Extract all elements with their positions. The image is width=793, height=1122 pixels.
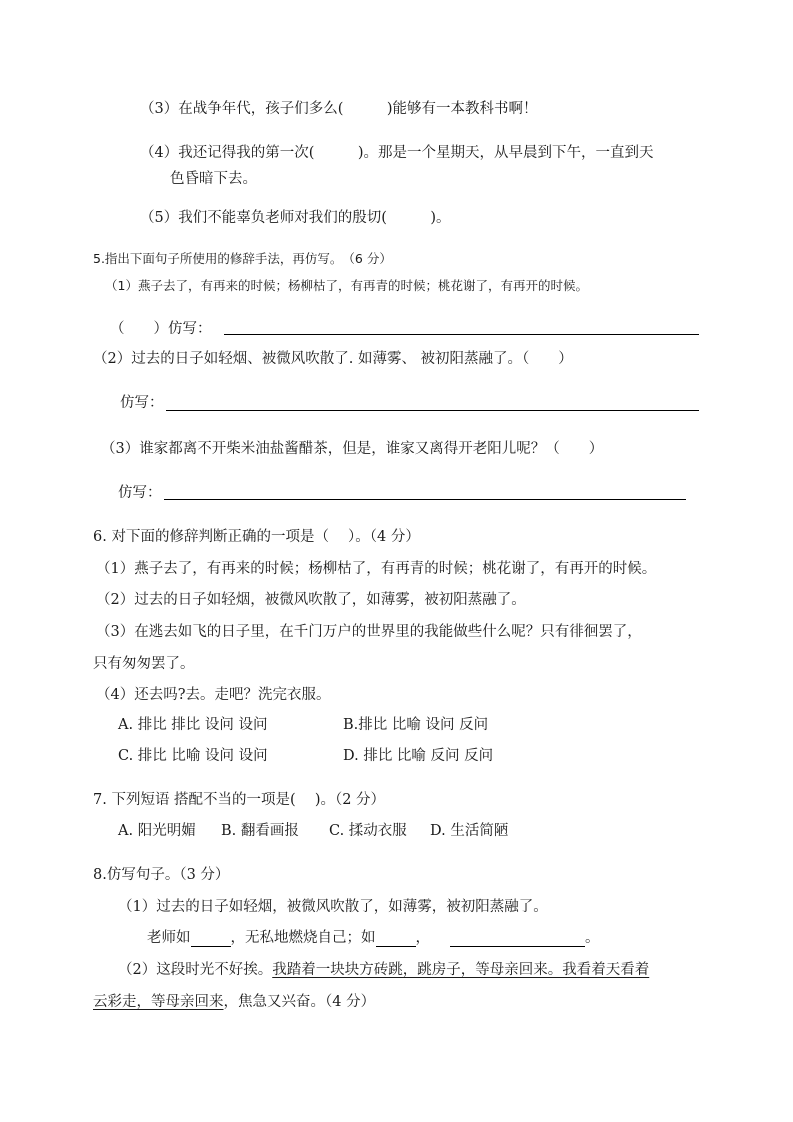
q7-title: 7. 下列短语 搭配不当的一项是( )。（2 分）: [93, 792, 386, 808]
q8-fill-text-b: ，无私地燃烧自己；如: [230, 930, 376, 946]
q6-sentence-4: （4）还去吗?去。走吧？洗完衣服。: [96, 687, 331, 703]
q5-answer-label-1: （ ）仿写：: [110, 321, 212, 337]
q8-s2-prefix: （2）这段时光不好挨。: [118, 962, 273, 978]
q5-answer-label-2: 仿写：: [120, 395, 164, 411]
q5-sentence-2: （2）过去的日子如轻烟、被微风吹散了. 如薄雾、 被初阳蒸融了。（ ）: [93, 351, 573, 367]
q7-option-c[interactable]: C. 揉动衣服: [329, 823, 407, 839]
q6-option-c[interactable]: C. 排比 比喻 设问 设问: [118, 748, 268, 764]
q6-title: 6. 对下面的修辞判断正确的一项是（ ）。（4 分）: [93, 529, 420, 545]
q8-sentence-2-line1: [118, 961, 649, 979]
q6-sentence-2: （2）过去的日子如轻烟，被微风吹散了，如薄雾，被初阳蒸融了。: [96, 592, 526, 608]
q5-answer-line-1[interactable]: [224, 334, 699, 335]
q6-sentence-1: （1）燕子去了，有再来的时候；杨柳枯了，有再青的时候；桃花谢了，有再开的时候。: [96, 561, 657, 577]
q4-item4-line1: （4）我还记得我的第一次( )。那是一个星期天，从早晨到下午，一直到天: [140, 145, 654, 161]
q8-fill-text-a: 老师如: [147, 930, 191, 946]
q4-item4-line2: 色昏暗下去。: [170, 171, 257, 187]
q7-option-b[interactable]: B. 翻看画报: [221, 823, 299, 839]
q8-fill-row: [147, 929, 600, 947]
q8-blank-1[interactable]: [191, 932, 231, 947]
q8-fill-end: 。: [585, 930, 600, 946]
q5-sentence-3: （3）谁家都离不开柴米油盐酱醋茶，但是，谁家又离得开老阳儿呢？（ ）: [101, 441, 604, 457]
q4-item3: （3）在战争年代，孩子们多么( )能够有一本教科书啊！: [140, 101, 538, 117]
q4-item5: （5）我们不能辜负老师对我们的殷切( )。: [140, 210, 451, 226]
q5-title: 5.指出下面句子所使用的修辞手法，再仿写。 （6 分）: [93, 251, 392, 266]
q6-sentence-3-line1: （3）在逃去如飞的日子里，在千门万户的世界里的我能做些什么呢？只有徘徊罢了，: [96, 624, 642, 640]
q7-option-a[interactable]: A. 阳光明媚: [118, 823, 196, 839]
q5-sentence-1: （1）燕子去了，有再来的时候；杨柳枯了，有再青的时候；桃花谢了，有再开的时候。: [105, 278, 588, 293]
q8-fill-text-c: ，: [415, 930, 430, 946]
q6-option-a[interactable]: A. 排比 排比 设问 设问: [118, 717, 268, 733]
q8-s2-suffix: ，焦急又兴奋。（4 分）: [223, 994, 376, 1010]
q8-blank-2[interactable]: [376, 932, 416, 947]
q8-s2-underlined-1: 我踏着一块块方砖跳，跳房子，等母亲回来。我看着天看着: [272, 962, 650, 978]
q8-title: 8.仿写句子。（3 分）: [93, 867, 230, 883]
q7-option-d[interactable]: D. 生活简陋: [430, 823, 509, 839]
q6-option-b[interactable]: B.排比 比喻 设问 反问: [343, 717, 489, 733]
q6-sentence-3-line2: 只有匆匆罢了。: [93, 656, 195, 672]
q8-sentence-2-line2: [93, 993, 375, 1011]
q5-answer-line-2[interactable]: [166, 410, 699, 411]
q8-s2-underlined-2: 云彩走，等母亲回来: [93, 994, 224, 1010]
q8-blank-3[interactable]: [450, 932, 585, 947]
q5-answer-label-3: 仿写：: [118, 485, 162, 501]
q5-answer-line-3[interactable]: [164, 499, 686, 500]
q6-option-d[interactable]: D. 排比 比喻 反问 反问: [343, 748, 494, 764]
q8-sentence-1: （1）过去的日子如轻烟，被微风吹散了，如薄雾，被初阳蒸融了。: [118, 899, 548, 915]
